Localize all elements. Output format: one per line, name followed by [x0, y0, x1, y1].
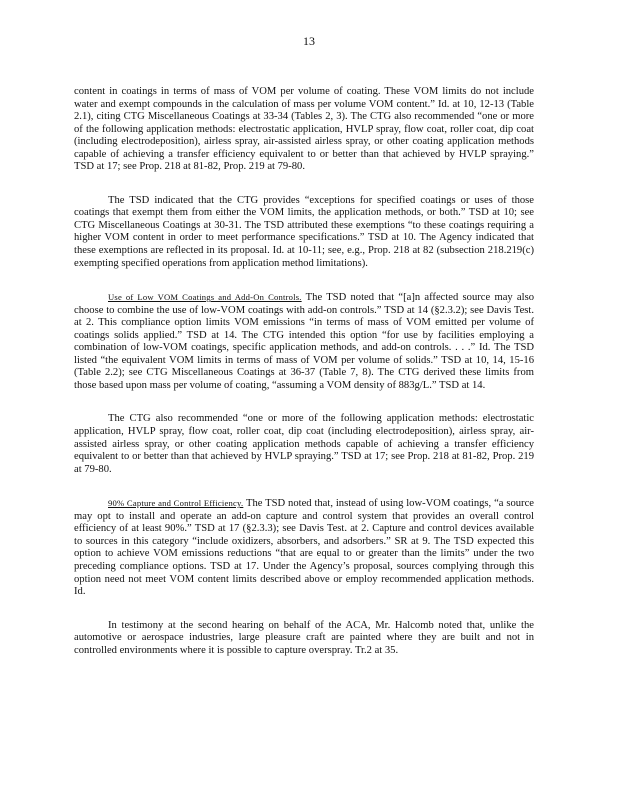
paragraph-3 [74, 291, 534, 392]
document-body [74, 86, 534, 657]
page-number: 13 [303, 34, 315, 48]
paragraph-text: The TSD noted that “[a]n affected source may also choose to combine the use of low-VOM coatings with add-on controls.” TSD at 14 (§2.3.2); see Davis Test. at 2. This compliance option limits VOM emissions “in terms of mass of VOM emitted per volume of coatings solids applied.” TSD at 14. The CTG intended this option “for use by facilities employing a combination of low-VOM coatings, specific application methods, and add-on controls. . . .” Id. The TSD listed “the equivalent VOM limits in terms of mass of VOM per volume of solids.” TSD at 10, 14, 15-16 (Table 2.2); see CTG Miscellaneous Coatings at 36-37 (Table 7, 8). The CTG derived these limits from those based upon mass per volume of coating, “assuming a VOM density of 883g/L.” TSD at 14. [74, 292, 534, 391]
paragraph-5 [74, 497, 534, 598]
paragraph-text: The TSD noted that, instead of using low-VOM coatings, “a source may opt to install and operate an add-on capture and control system that provides an overall control efficiency of at least 90%.” TSD at 17 (§2.3.3); see Davis Test. at 2. Capture and control devices available to sources in this category “include oxidizers, absorbers, and adsorbers.” SR at 9. The TSD expected this option to achieve VOM emissions reductions “that are equal to or greater than the limits” under the two preceding compliance options. TSD at 17. Under the Agency’s proposal, sources complying through this option need not meet VOM content limits described above or employ recommended application methods. Id. [74, 498, 534, 598]
section-heading-low-vom-add-on: Use of Low VOM Coatings and Add-On Controls. [108, 292, 302, 303]
paragraph-text: content in coatings in terms of mass of VOM per volume of coating. These VOM limits do not include water and exempt compounds in the calculation of mass per volume VOM content.” Id. at 10, 12-13 (Table 2.1), citing CTG Miscellaneous Coatings at 33-34 (Tables 2, 3). The CTG also recommended “one or more of the following application methods: electrostatic application, HVLP spray, flow coat, roller coat, dip coat (including electrodeposition), airless spray, air-assisted airless spray, or other coating application methods capable of achieving a transfer efficiency equivalent to or better than that achieved by HVLP spraying.” TSD at 17; see Prop. 218 at 81-82, Prop. 219 at 79-80. [74, 86, 534, 173]
section-heading-capture-control: 90% Capture and Control Efficiency. [108, 498, 244, 509]
paragraph-text: The CTG also recommended “one or more of the following application methods: electrostatic application, HVLP spray, flow coat, roller coat, dip coat (including electrodeposition), airless spray, air-assisted airless spray, or other coating application methods capable of achieving a transfer efficiency equivalent to or better than that achieved by HVLP spraying.” TSD at 17; see Prop. 218 at 81-82, Prop. 219 at 79-80. [74, 413, 534, 475]
paragraph-4 [74, 413, 534, 476]
paragraph-text: The TSD indicated that the CTG provides “exceptions for specified coatings or uses of those coatings that exempt them from either the VOM limits, the application methods, or both.” TSD at 10; see CTG Miscellaneous Coatings at 30-31. The TSD attributed these exemptions “to these coatings requiring a higher VOM content in order to meet performance specifications.” TSD at 10. The Agency indicated that these exemptions are reflected in its proposal. Id. at 10-11; see, e.g., Prop. 218 at 82 (subsection 218.219(c) exempting specified operations from application method limitations). [74, 194, 534, 269]
paragraph-6 [74, 620, 534, 658]
paragraph-2 [74, 195, 534, 270]
paragraph-text: In testimony at the second hearing on behalf of the ACA, Mr. Halcomb noted that, unlike the automotive or aerospace industries, large pleasure craft are painted where they are built and not in controlled environments where it is possible to capture overspray. Tr.2 at 35. [74, 619, 534, 656]
paragraph-1 [74, 86, 534, 174]
